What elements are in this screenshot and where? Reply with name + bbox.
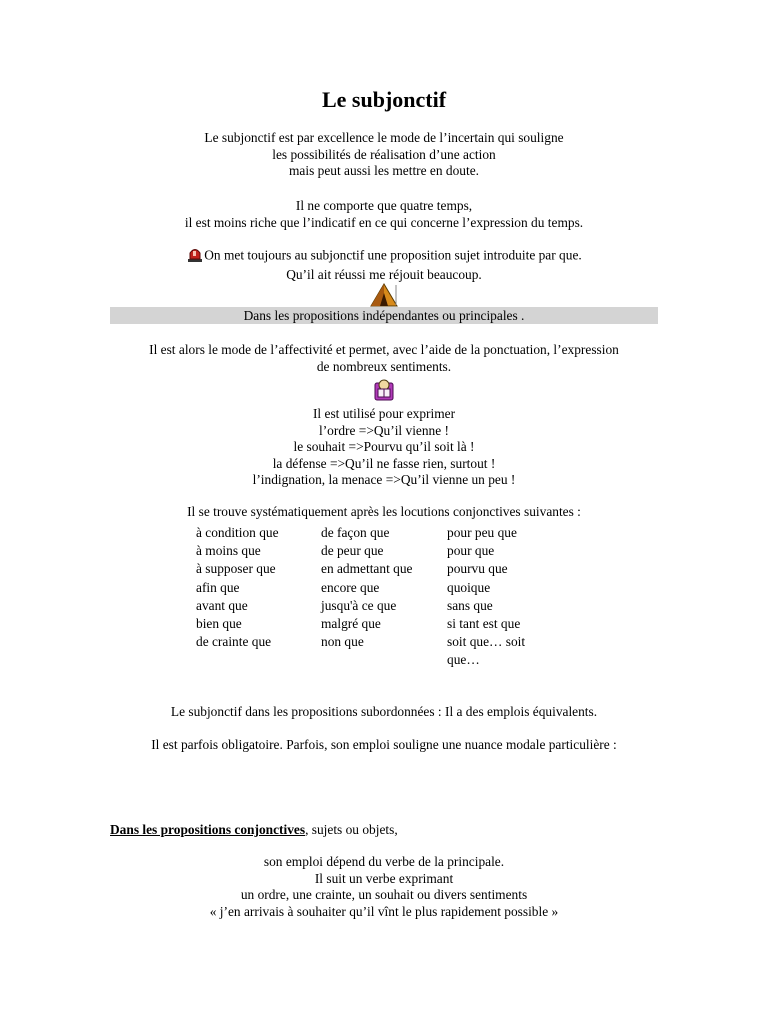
locution-item: malgré que: [321, 615, 381, 631]
intro-paragraph: [110, 130, 658, 180]
usage-line: la défense =>Qu’il ne fasse rien, surtout !: [272, 455, 496, 471]
conjonctives-heading: Dans les propositions conjonctives: [110, 822, 306, 837]
locution-item: non que: [321, 634, 364, 650]
locution-item: de peur que: [321, 543, 384, 559]
affect-line: Il est alors le mode de l’affectivité et permet, avec l’aide de la ponctuation, l’expression: [149, 342, 619, 357]
intro-line: mais peut aussi les mettre en doute.: [288, 163, 480, 178]
intro-line: les possibilités de réalisation d’une action: [272, 146, 496, 162]
conjonctives-text-line: « j’en arrivais à souhaiter qu’il vînt le plus rapidement possible »: [209, 903, 559, 919]
locution-item: encore que: [321, 579, 380, 595]
locution-item: à condition que: [196, 525, 279, 540]
conjonctives-text-line: Il suit un verbe exprimant: [314, 870, 454, 886]
page-title: Le subjonctif: [321, 87, 447, 112]
locution-item: sans que: [447, 597, 493, 613]
temps-line: Il ne comporte que quatre temps,: [295, 198, 473, 213]
locutions-column: [447, 524, 567, 670]
locution-item: pour que: [447, 543, 495, 559]
subordonnees-text: Le subjonctif dans les propositions subordonnées : Il a des emplois équivalents.: [170, 704, 598, 719]
conjonctives-text-line: son emploi dépend du verbe de la principale.: [263, 854, 505, 869]
reading-book-icon: [372, 379, 396, 406]
section-band: Dans les propositions indépendantes ou principales .: [110, 307, 658, 324]
locution-item: avant que: [196, 597, 248, 613]
locution-item: soit que… soit: [447, 634, 526, 650]
temps-paragraph: [110, 198, 658, 231]
locution-item: que…: [447, 652, 480, 668]
locution-item: afin que: [196, 579, 240, 595]
locution-item: quoique: [447, 579, 491, 595]
intro-line: Le subjonctif est par excellence le mode de l’incertain qui souligne: [204, 130, 564, 145]
usage-line: le souhait =>Pourvu qu’il soit là !: [293, 439, 475, 454]
locution-item: pour peu que: [447, 525, 517, 540]
usages-paragraph: [110, 406, 658, 489]
conjonctives-paragraph: [110, 854, 658, 920]
locution-item: bien que: [196, 615, 242, 631]
rule-paragraph: [110, 246, 658, 283]
locutions-intro: Il se trouve systématiquement après les locutions conjonctives suivantes :: [187, 504, 581, 519]
locution-item: à supposer que: [196, 561, 276, 577]
temps-line: il est moins riche que l’indicatif en ce qui concerne l’expression du temps.: [184, 214, 584, 230]
locution-item: de façon que: [321, 525, 390, 540]
affect-paragraph: [110, 342, 658, 375]
locution-item: de crainte que: [196, 634, 272, 650]
locution-item: jusqu'à ce que: [321, 597, 397, 613]
usage-line: Il est utilisé pour exprimer: [312, 406, 456, 421]
usage-line: l’ordre =>Qu’il vienne !: [319, 422, 449, 438]
alarm-light-icon: [186, 246, 204, 267]
conjonctives-rest: , sujets ou objets,: [305, 822, 398, 837]
rule-line: On met toujours au subjonctif une proposition sujet introduite par que.: [110, 246, 658, 267]
conjonctives-text-line: un ordre, une crainte, un souhait ou divers sentiments: [240, 887, 528, 902]
locutions-column: [196, 524, 316, 651]
conjonctives-line: [110, 822, 398, 839]
obligatoire-text: Il est parfois obligatoire. Parfois, son emploi souligne une nuance modale particulière :: [151, 737, 617, 752]
usage-line: l’indignation, la menace =>Qu’il vienne un peu !: [252, 472, 516, 487]
locutions-column: [321, 524, 441, 651]
locution-item: si tant est que: [447, 615, 521, 631]
rule-example: Qu’il ait réussi me réjouit beaucoup.: [286, 266, 482, 282]
locution-item: en admettant que: [321, 561, 413, 577]
affect-line: de nombreux sentiments.: [316, 358, 452, 374]
locution-item: pourvu que: [447, 561, 508, 577]
locution-item: à moins que: [196, 543, 261, 559]
